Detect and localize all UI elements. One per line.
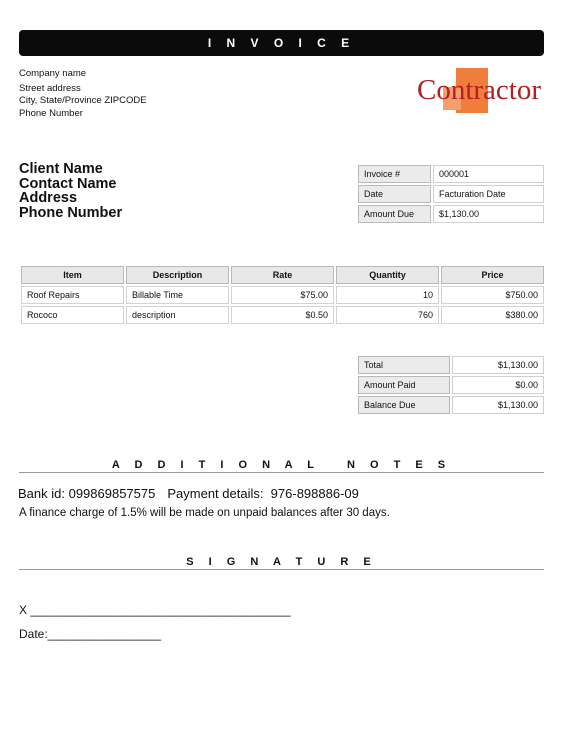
amount-paid-label: Amount Paid — [358, 376, 450, 394]
signature-divider — [19, 569, 544, 570]
company-street[interactable]: Street address — [19, 82, 81, 94]
client-phone[interactable]: Phone Number — [19, 204, 123, 221]
meta-label: Invoice # — [358, 165, 431, 183]
client-name[interactable]: Client Name — [19, 161, 103, 177]
invoice-number-field[interactable]: 000001 — [433, 165, 544, 183]
totals-row-total — [358, 356, 544, 374]
meta-label: Date — [358, 185, 431, 203]
meta-row-amount-due — [358, 205, 544, 223]
price-cell: $380.00 — [441, 306, 544, 324]
signature-heading: S I G N A T U R E — [186, 556, 377, 568]
client-contact[interactable]: Contact Name — [19, 175, 117, 192]
finance-note[interactable]: A finance charge of 1.5% will be made on unpaid balances after 30 days. — [19, 507, 390, 519]
contractor-logo-icon — [416, 66, 546, 114]
item-cell[interactable]: Rococo — [21, 306, 124, 324]
signature-line[interactable]: X _______________________________________ — [19, 603, 291, 617]
column-header-description: Description — [126, 266, 229, 284]
line-items-table — [19, 264, 546, 326]
bank-id: Bank id: 099869857575 — [18, 486, 156, 501]
description-cell[interactable]: description — [126, 306, 229, 324]
table-row[interactable] — [21, 286, 544, 304]
notes-divider — [19, 472, 544, 473]
quantity-cell[interactable]: 10 — [336, 286, 439, 304]
table-header-row — [21, 266, 544, 284]
totals-row-balance-due — [358, 396, 544, 414]
client-info — [19, 162, 122, 220]
rate-cell[interactable]: $75.00 — [231, 286, 334, 304]
company-city[interactable]: City, State/Province ZIPCODE — [19, 95, 147, 106]
meta-row-invoice-number — [358, 165, 544, 183]
company-logo[interactable] — [416, 66, 546, 114]
company-phone[interactable]: Phone Number — [19, 107, 83, 119]
additional-notes-heading: A D D I T I O N A L N O T E S — [111, 459, 452, 471]
column-header-item: Item — [21, 266, 124, 284]
totals-table — [356, 354, 546, 416]
column-header-quantity: Quantity — [336, 266, 439, 284]
total-value: $1,130.00 — [452, 356, 544, 374]
description-cell[interactable]: Billable Time — [126, 286, 229, 304]
quantity-cell[interactable]: 760 — [336, 306, 439, 324]
company-info — [19, 68, 147, 120]
meta-label: Amount Due — [358, 205, 431, 223]
rate-cell[interactable]: $0.50 — [231, 306, 334, 324]
column-header-price: Price — [441, 266, 544, 284]
balance-due-label: Balance Due — [358, 396, 450, 414]
column-header-rate: Rate — [231, 266, 334, 284]
amount-due-field: $1,130.00 — [433, 205, 544, 223]
amount-paid-field[interactable]: $0.00 — [452, 376, 544, 394]
totals-row-amount-paid — [358, 376, 544, 394]
table-row[interactable] — [21, 306, 544, 324]
logo-text: Contractor — [417, 74, 542, 106]
meta-row-date — [358, 185, 544, 203]
signature-date-line[interactable]: Date:_________________ — [19, 627, 162, 641]
invoice-title: I N V O I C E — [207, 36, 356, 50]
payment-details: Payment details: 976-898886-09 — [167, 486, 359, 501]
invoice-title-bar — [19, 30, 544, 56]
balance-due-value: $1,130.00 — [452, 396, 544, 414]
company-name[interactable]: Company name — [19, 68, 87, 79]
client-address[interactable]: Address — [19, 190, 78, 206]
invoice-date-field[interactable]: Facturation Date — [433, 185, 544, 203]
price-cell: $750.00 — [441, 286, 544, 304]
bank-details[interactable] — [18, 486, 371, 501]
invoice-meta-table — [356, 163, 546, 225]
total-label: Total — [358, 356, 450, 374]
item-cell[interactable]: Roof Repairs — [21, 286, 124, 304]
